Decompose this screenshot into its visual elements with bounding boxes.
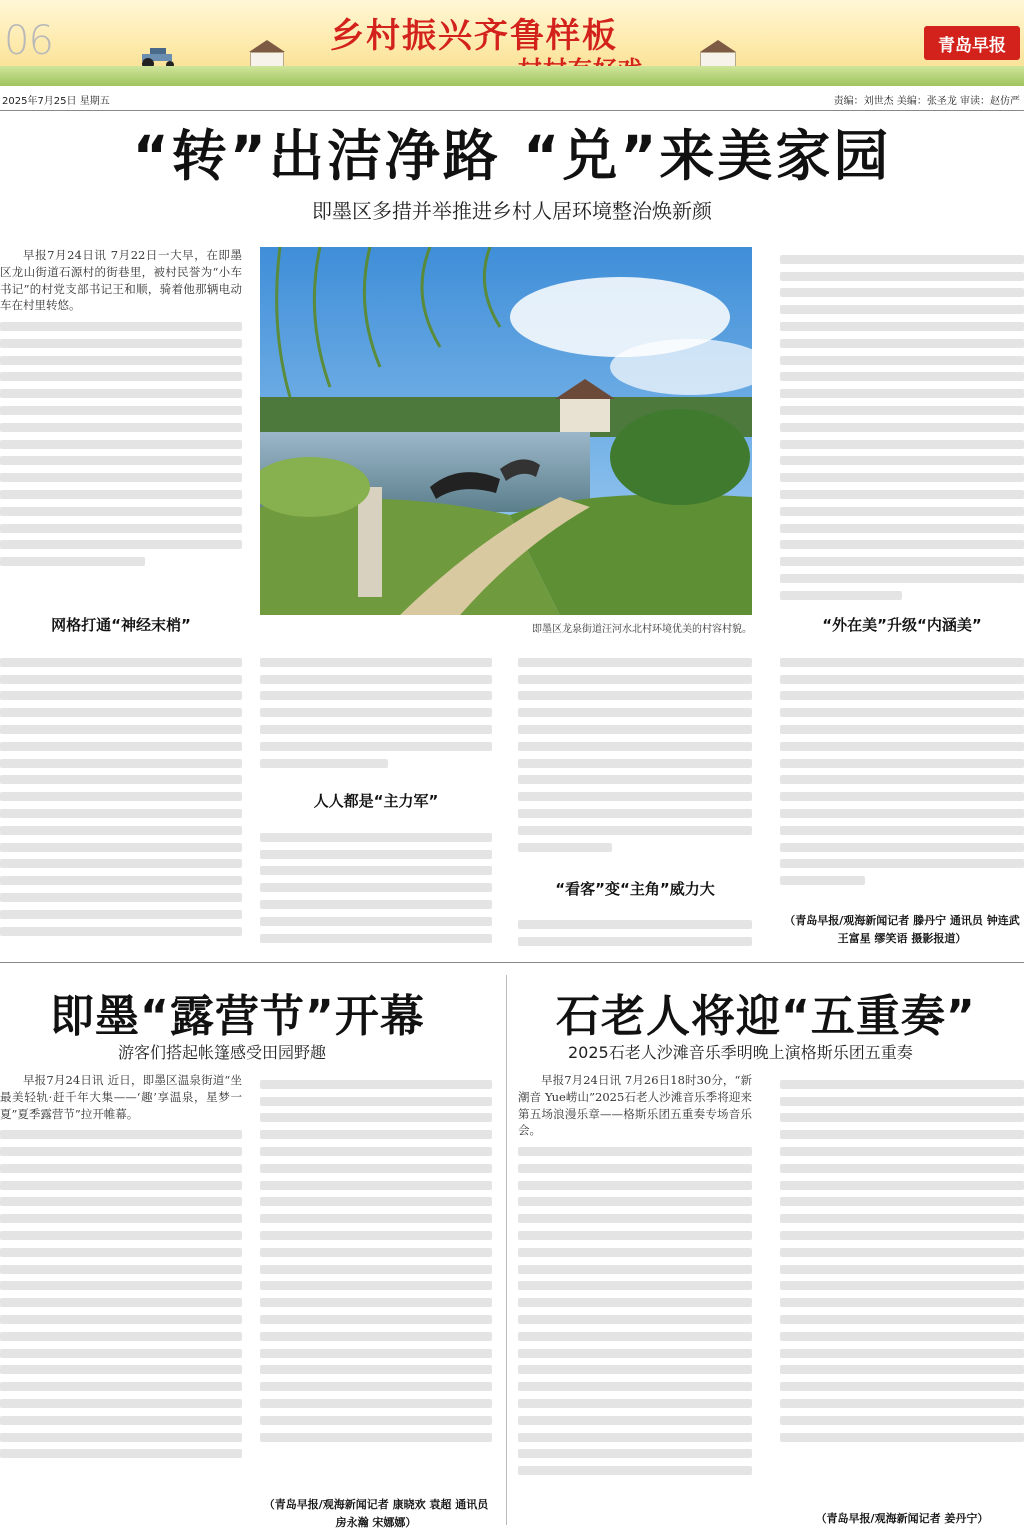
article-column bbox=[780, 650, 1024, 908]
dateline-row bbox=[0, 92, 1024, 110]
section-heading: 网格打通“神经末梢” bbox=[51, 616, 191, 634]
village-scene-illustration bbox=[260, 247, 752, 615]
body-text-placeholder bbox=[260, 833, 492, 943]
article-column bbox=[260, 650, 492, 780]
page-number: 06 bbox=[4, 18, 53, 64]
article-column bbox=[0, 650, 242, 950]
field-decoration bbox=[0, 66, 1024, 86]
body-text-placeholder bbox=[260, 658, 492, 768]
section-heading: “外在美”升级“内涵美” bbox=[822, 616, 982, 634]
article-credit: （青岛早报/观海新闻记者 滕丹宁 通讯员 钟连武 王富星 缪笑语 摄影报道） bbox=[784, 914, 1020, 945]
article-column bbox=[518, 1072, 752, 1527]
camping-headline: 即墨“露营节”开幕 bbox=[50, 991, 425, 1042]
article-column bbox=[0, 1072, 242, 1512]
roof-illustration bbox=[700, 40, 736, 52]
camping-lead: 早报7月24日讯 近日，即墨区温泉街道“坐最美轻轨·赶千年大集——‘趣’享温泉，星梦一夏”夏季露营节”拉开帷幕。 bbox=[0, 1073, 242, 1121]
body-text-placeholder bbox=[260, 1080, 492, 1442]
brand-logo: 青岛早报 bbox=[924, 26, 1020, 60]
article-column bbox=[780, 247, 1024, 607]
main-subheadline: 即墨区多措并举推进乡村人居环境整治焕新颜 bbox=[312, 199, 712, 223]
header-rule bbox=[0, 110, 1024, 111]
camping-subheadline: 游客们搭起帐篷感受田园野趣 bbox=[118, 1043, 327, 1062]
article-column bbox=[260, 825, 492, 950]
section-divider bbox=[0, 962, 1024, 963]
header-band bbox=[0, 0, 1024, 86]
music-credit: （青岛早报/观海新闻记者 姜丹宁） bbox=[815, 1512, 989, 1525]
music-lead: 早报7月24日讯 7月26日18时30分，“新潮音 Yue崂山”2025石老人沙滩音乐季将迎来第五场浪漫乐章——格斯乐团五重奏专场音乐会。 bbox=[518, 1073, 752, 1138]
editor-credits: 责编：刘世杰 美编：张圣龙 审读：赵仿严 bbox=[833, 96, 1020, 107]
village-photo bbox=[260, 247, 752, 615]
article-column bbox=[0, 247, 242, 607]
article-lead: 早报7月24日讯 7月22日一大早，在即墨区龙山街道石源村的街巷里，被村民誉为“小车书记”的村党支部书记王和顺，骑着他那辆电动车在村里转悠。 bbox=[0, 248, 242, 313]
article-column bbox=[260, 1072, 492, 1492]
roof-illustration bbox=[249, 40, 285, 52]
section-heading: 人人都是“主力军” bbox=[313, 792, 439, 810]
body-text-placeholder bbox=[780, 1080, 1024, 1442]
body-text-placeholder bbox=[0, 658, 242, 936]
band-title: 乡村振兴齐鲁样板 bbox=[330, 16, 618, 56]
body-text-placeholder bbox=[0, 1130, 242, 1458]
camping-credit: （青岛早报/观海新闻记者 康晓欢 袁超 通讯员 房永瀚 宋娜娜） bbox=[263, 1498, 489, 1529]
issue-date: 2025年7月25日 星期五 bbox=[2, 96, 110, 107]
body-text-placeholder bbox=[518, 920, 752, 946]
body-text-placeholder bbox=[518, 658, 752, 852]
article-column bbox=[518, 912, 752, 952]
body-text-placeholder bbox=[780, 658, 1024, 885]
column-divider bbox=[506, 975, 507, 1525]
article-column bbox=[780, 1072, 1024, 1492]
music-subheadline: 2025石老人沙滩音乐季明晚上演格斯乐团五重奏 bbox=[568, 1043, 913, 1062]
music-headline: 石老人将迎“五重奏” bbox=[556, 991, 976, 1042]
article-column bbox=[518, 650, 752, 862]
section-heading: “看客”变“主角”威力大 bbox=[555, 880, 715, 898]
body-text-placeholder bbox=[518, 1147, 752, 1475]
body-text-placeholder bbox=[0, 322, 242, 566]
body-text-placeholder bbox=[780, 255, 1024, 600]
main-headline: “转”出洁净路 “兑”来美家园 bbox=[132, 124, 892, 188]
photo-caption: 即墨区龙泉街道汪河水北村环境优美的村容村貌。 bbox=[532, 624, 752, 635]
